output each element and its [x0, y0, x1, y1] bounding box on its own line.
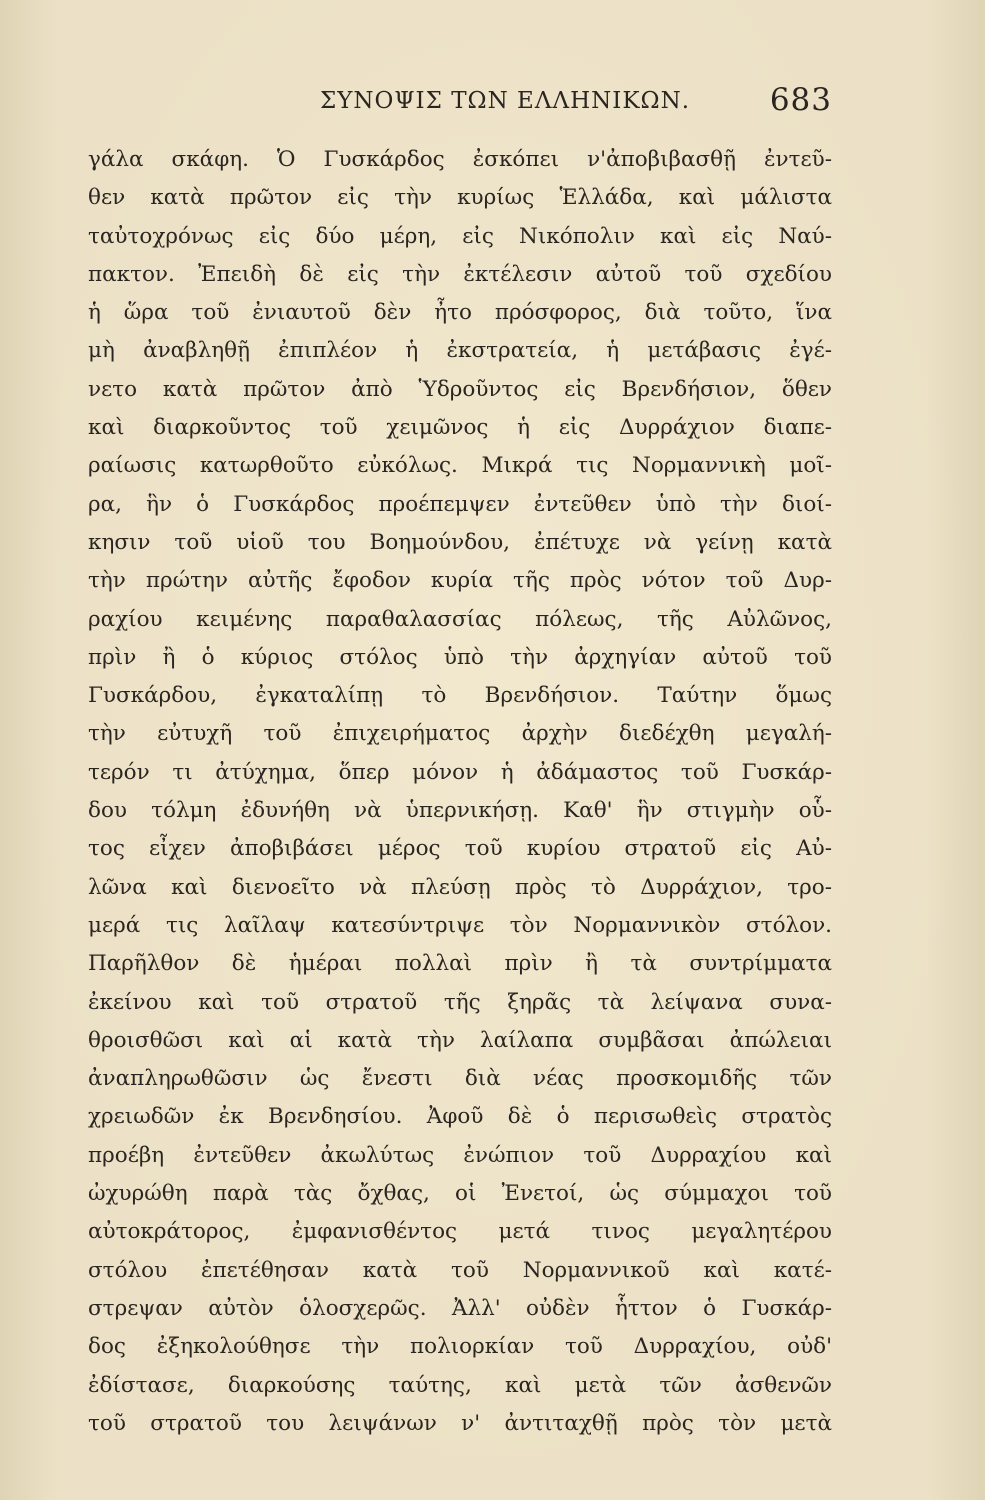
text-line: πρὶν ἢ ὁ κύριος στόλος ὑπὸ τὴν ἀρχηγίαν αὐτοῦ τοῦ [88, 644, 832, 670]
text-line: προέβη ἐντεῦθεν ἀκωλύτως ἐνώπιον τοῦ Δυρραχίου καὶ [88, 1142, 832, 1168]
text-line: ἐκείνου καὶ τοῦ στρατοῦ τῆς ξηρᾶς τὰ λείψανα συνα- [88, 989, 832, 1015]
text-line: γάλα σκάφη. Ὁ Γυσκάρδος ἐσκόπει ν'ἀποβιβασθῇ ἐντεῦ- [88, 147, 832, 172]
text-line: αὐτοκράτορος, ἐμφανισθέντος μετά τινος μεγαλητέρου [88, 1219, 832, 1245]
text-line: δος ἐξηκολούθησε τὴν πολιορκίαν τοῦ Δυρραχίου, οὐδ' [88, 1334, 832, 1360]
text-line: ἐδίστασε, διαρκούσης ταύτης, καὶ μετὰ τῶν ἀσθενῶν [88, 1372, 832, 1398]
text-line: τος εἶχεν ἀποβιβάσει μέρος τοῦ κυρίου στρατοῦ εἰς Αὐ- [88, 836, 832, 862]
text-line: στρεψαν αὐτὸν ὁλοσχερῶς. Ἀλλ' οὐδὲν ἧττον ὁ Γυσκάρ- [88, 1295, 832, 1321]
running-title: ΣΥΝΟΨΙΣ ΤΩΝ ΕΛΛΗΝΙΚΩΝ. [319, 88, 691, 114]
text-line: ἀναπληρωθῶσιν ὡς ἔνεστι διὰ νέας προσκομιδῆς τῶν [88, 1066, 832, 1092]
text-line: τοῦ στρατοῦ του λειψάνων ν' ἀντιταχθῇ πρὸς τὸν μετὰ [88, 1410, 832, 1436]
text-line: ἡ ὥρα τοῦ ἐνιαυτοῦ δὲν ἦτο πρόσφορος, διὰ τοῦτο, ἵνα [88, 300, 832, 326]
text-line: θροισθῶσι καὶ αἱ κατὰ τὴν λαίλαπα συμβᾶσαι ἀπώλειαι [88, 1027, 832, 1053]
text-line: δου τόλμη ἐδυνήθη νὰ ὑπερνικήσῃ. Καθ' ἣν στιγμὴν οὗ- [88, 798, 832, 824]
text-line: χρειωδῶν ἐκ Βρενδησίου. Ἀφοῦ δὲ ὁ περισωθεὶς στρατὸς [88, 1104, 832, 1130]
text-line: λῶνα καὶ διενοεῖτο νὰ πλεύσῃ πρὸς τὸ Δυρράχιον, τρο- [88, 874, 832, 900]
text-line: τὴν πρώτην αὐτῆς ἔφοδον κυρία τῆς πρὸς νότον τοῦ Δυρ- [88, 568, 832, 594]
text-line: ραχίου κειμένης παραθαλασσίας πόλεως, τῆς Αὐλῶνος, [88, 606, 832, 632]
text-line: πακτον. Ἐπειδὴ δὲ εἰς τὴν ἐκτέλεσιν αὐτοῦ τοῦ σχεδίου [88, 261, 832, 287]
text-line: θεν κατὰ πρῶτον εἰς τὴν κυρίως Ἑλλάδα, καὶ μάλιστα [88, 185, 832, 211]
text-line: νετο κατὰ πρῶτον ἀπὸ Ὑδροῦντος εἰς Βρενδήσιον, ὅθεν [88, 376, 832, 402]
running-head [88, 82, 832, 122]
page-number: 683 [769, 82, 832, 118]
text-line: ὠχυρώθη παρὰ τὰς ὄχθας, οἱ Ἐνετοί, ὡς σύμμαχοι τοῦ [88, 1181, 832, 1207]
text-line: κησιν τοῦ υἱοῦ του Βοημούνδου, ἐπέτυχε νὰ γείνῃ κατὰ [88, 529, 832, 555]
body-text [88, 141, 832, 1443]
text-line: ρα, ἣν ὁ Γυσκάρδος προέπεμψεν ἐντεῦθεν ὑπὸ τὴν διοί- [88, 491, 832, 517]
text-line: Παρῆλθον δὲ ἡμέραι πολλαὶ πρὶν ἢ τὰ συντρίμματα [88, 951, 832, 977]
text-line: ραίωσις κατωρθοῦτο εὐκόλως. Μικρά τις Νορμαννικὴ μοῖ- [88, 453, 832, 479]
text-line: τερόν τι ἀτύχημα, ὅπερ μόνον ἡ ἀδάμαστος τοῦ Γυσκάρ- [88, 759, 832, 785]
text-line: μερά τις λαῖλαψ κατεσύντριψε τὸν Νορμαννικὸν στόλον. [88, 912, 832, 938]
text-line: στόλου ἐπετέθησαν κατὰ τοῦ Νορμαννικοῦ καὶ κατέ- [88, 1257, 832, 1283]
text-line: καὶ διαρκοῦντος τοῦ χειμῶνος ἡ εἰς Δυρράχιον διαπε- [88, 415, 832, 441]
text-line: Γυσκάρδου, ἐγκαταλίπῃ τὸ Βρενδήσιον. Ταύτην ὅμως [88, 683, 832, 709]
text-line: μὴ ἀναβληθῇ ἐπιπλέον ἡ ἐκστρατεία, ἡ μετάβασις ἐγέ- [88, 338, 832, 364]
text-line: ταὐτοχρόνως εἰς δύο μέρη, εἰς Νικόπολιν καὶ εἰς Ναύ- [88, 223, 832, 249]
text-line: τὴν εὐτυχῆ τοῦ ἐπιχειρήματος ἀρχὴν διεδέχθη μεγαλή- [88, 721, 832, 747]
